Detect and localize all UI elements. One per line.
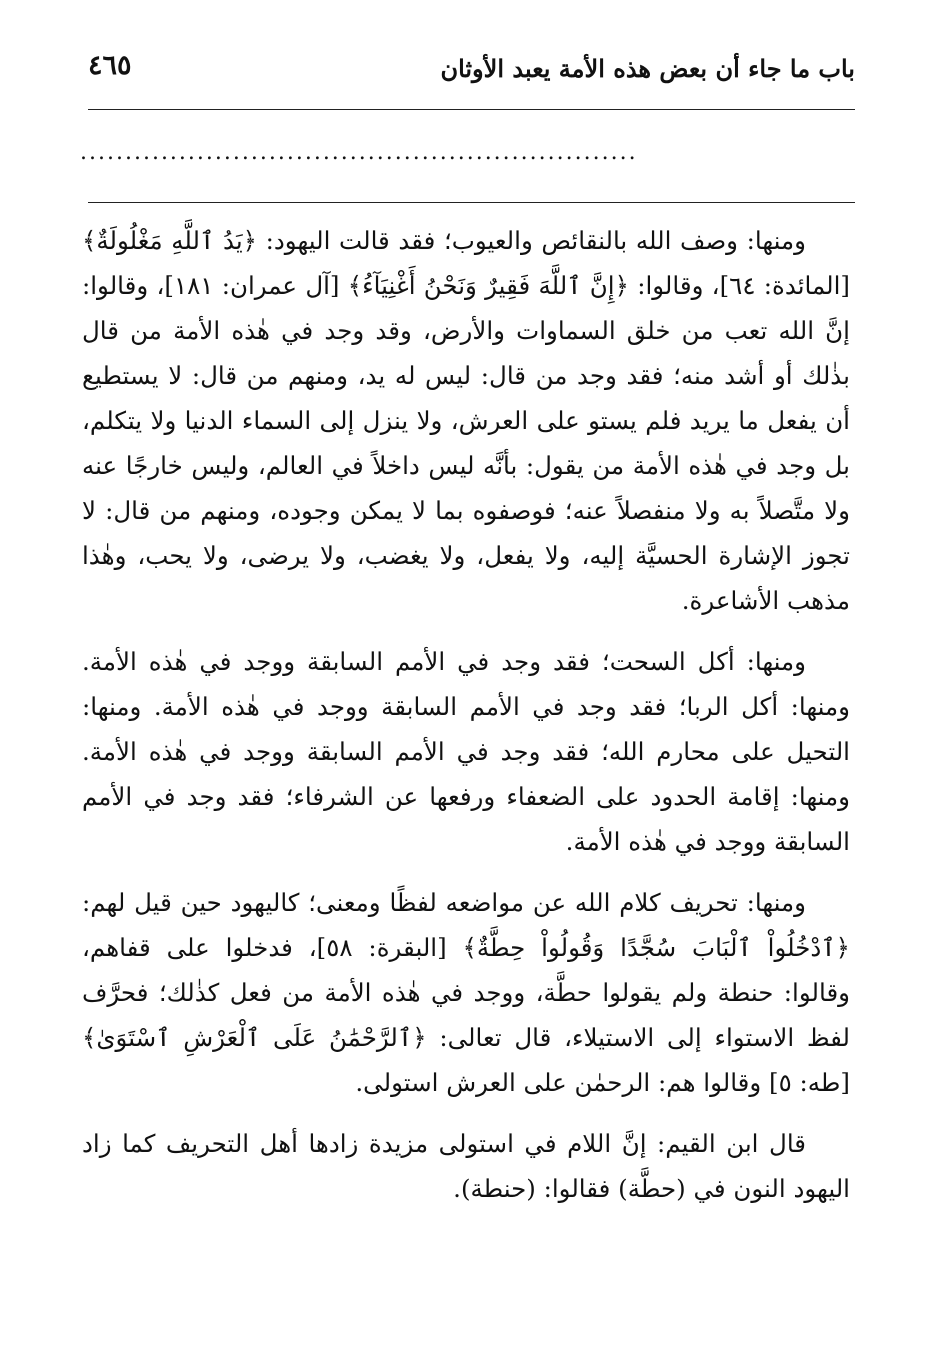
running-title: باب ما جاء أن بعض هذه الأمة يعبد الأوثان [440, 54, 855, 83]
paragraph: ومنها: أكل السحت؛ فقد وجد في الأمم السابقة ووجد في هٰذه الأمة. ومنها: أكل الربا؛ فقد وجد في الأمم السابقة ووجد في هٰذه الأمة. ومنها: التحيل على محارم الله؛ فقد وجد في الأمم السابقة ووجد في هٰذه الأمة. ومنها: إقامة الحدود على الضعفاء ورفعها عن الشرفاء؛ فقد وجد في الأمم السابقة ووجد في هٰذه الأمة. [82, 647, 850, 856]
page-number: ٤٦٥ [88, 50, 132, 81]
paragraph: ومنها: وصف الله بالنقائص والعيوب؛ فقد قالت اليهود: ﴿يَدُ ٱللَّهِ مَغْلُولَةٌ﴾ [المائدة: ٦٤]، وقالوا: ﴿إِنَّ ٱللَّهَ فَقِيرٌ وَنَحْنُ أَغْنِيَآءُ﴾ [آل عمران: ١٨١]، وقالوا: إنَّ الله تعب من خلق السماوات والأرض، وقد وجد في هٰذه الأمة من قال بذٰلك أو أشد منه؛ فقد وجد من قال: ليس له يد، ومنهم من قال: لا يستطيع أن يفعل ما يريد فلم يستو على العرش، ولا ينزل إلى السماء الدنيا ولا يتكلم، بل وجد في هٰذه الأمة من يقول: بأنَّه ليس داخلاً في العالم، وليس خارجًا عنه ولا متَّصلاً به ولا منفصلاً عنه؛ فوصفوه بما لا يمكن وجوده، ومنهم من قال: لا تجوز الإشارة الحسيَّة إليه، ولا يفعل، ولا يغضب، ولا يرضى، ولا يحب، وهٰذا مذهب الأشاعرة. [82, 226, 850, 615]
body-text [82, 218, 850, 1211]
paragraph: قال ابن القيم: إنَّ اللام في استولى مزيدة زادها أهل التحريف كما زاد اليهود النون في (حطَّة) فقالوا: (حنطة). [82, 1129, 850, 1203]
separator-dots: .............................................................. [80, 140, 638, 165]
header-rule [88, 109, 855, 110]
page-header [88, 50, 855, 94]
section-rule [88, 202, 855, 203]
paragraph: ومنها: تحريف كلام الله عن مواضعه لفظًا ومعنى؛ كاليهود حين قيل لهم: ﴿ٱدْخُلُواْ ٱلْبَابَ سُجَّدًا وَقُولُواْ حِطَّةٌ﴾ [البقرة: ٥٨]، فدخلوا على قفاهم، وقالوا: حنطة ولم يقولوا حطَّة، ووجد في هٰذه الأمة من فعل كذٰلك؛ فحرَّف لفظ الاستواء إلى الاستيلاء، قال تعالى: ﴿ٱلرَّحْمَٰنُ عَلَى ٱلْعَرْشِ ٱسْتَوَىٰ﴾ [طه: ٥] وقالوا هم: الرحمٰن على العرش استولى. [82, 888, 850, 1097]
